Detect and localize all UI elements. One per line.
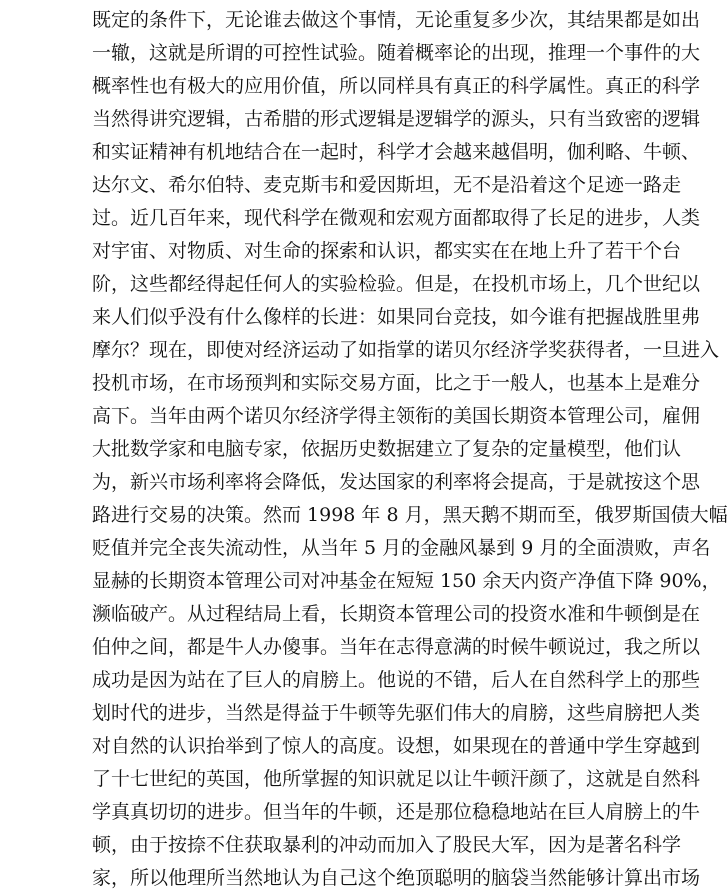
- text-line: 对自然的认识抬举到了惊人的高度。设想，如果现在的普通中学生穿越到: [92, 735, 701, 757]
- text-line: 成功是因为站在了巨人的肩膀上。他说的不错，后人在自然科学上的那些: [92, 669, 701, 691]
- text-line: 过。近几百年来，现代科学在微观和宏观方面都取得了长足的进步，人类: [92, 207, 701, 229]
- text-line: 既定的条件下，无论谁去做这个事情，无论重复多少次，其结果都是如出: [92, 9, 701, 31]
- text-line: 了十七世纪的英国，他所掌握的知识就足以让牛顿汗颜了，这就是自然科: [92, 768, 701, 790]
- text-line: 顿，由于按捺不住获取暴利的冲动而加入了股民大军，因为是著名科学: [92, 834, 682, 856]
- text-line: 来人们似乎没有什么像样的长进：如果同台竞技，如今谁有把握战胜里弗: [92, 306, 701, 328]
- text-line: 阶，这些都经得起任何人的实验检验。但是，在投机市场上，几个世纪以: [92, 273, 701, 295]
- text-line: 一辙，这就是所谓的可控性试验。随着概率论的出现，推理一个事件的大: [92, 42, 701, 64]
- text-line: 为，新兴市场利率将会降低，发达国家的利率将会提高，于是就按这个思: [92, 471, 701, 493]
- text-line: 路进行交易的决策。然而 1998 年 8 月，黑天鹅不期而至，俄罗斯国债大幅: [92, 504, 728, 526]
- text-line: 高下。当年由两个诺贝尔经济学得主领衔的美国长期资本管理公司，雇佣: [92, 405, 701, 427]
- text-line: 濒临破产。从过程结局上看，长期资本管理公司的投资水准和牛顿倒是在: [92, 603, 701, 625]
- text-line: 伯仲之间，都是牛人办傻事。当年在志得意满的时候牛顿说过，我之所以: [92, 636, 701, 658]
- text-line: 划时代的进步，当然是得益于牛顿等先驱们伟大的肩膀，这些肩膀把人类: [92, 702, 701, 724]
- body-paragraph: [92, 4, 728, 895]
- text-line: 学真真切切的进步。但当年的牛顿，还是那位稳稳地站在巨人肩膀上的牛: [92, 801, 701, 823]
- text-line: 贬值并完全丧失流动性，从当年 5 月的金融风暴到 9 月的全面溃败，声名: [92, 537, 711, 559]
- text-line: 家，所以他理所当然地认为自己这个绝顶聪明的脑袋当然能够计算出市场: [92, 867, 701, 889]
- text-line: 和实证精神有机地结合在一起时，科学才会越来越倡明，伽利略、牛顿、: [92, 141, 701, 163]
- text-line: 显赫的长期资本管理公司对冲基金在短短 150 余天内资产净值下降 90%，: [92, 570, 721, 592]
- text-line: 达尔文、希尔伯特、麦克斯韦和爱因斯坦，无不是沿着这个足迹一路走: [92, 174, 682, 196]
- text-line: 对宇宙、对物质、对生命的探索和认识，都实实在在地上升了若干个台: [92, 240, 682, 262]
- text-line: 当然得讲究逻辑，古希腊的形式逻辑是逻辑学的源头，只有当致密的逻辑: [92, 108, 701, 130]
- text-line: 投机市场，在市场预判和实际交易方面，比之于一般人，也基本上是难分: [92, 372, 701, 394]
- text-line: 概率性也有极大的应用价值，所以同样具有真正的科学属性。真正的科学: [92, 75, 701, 97]
- text-line: 摩尔？现在，即使对经济运动了如指掌的诺贝尔经济学奖获得者，一旦进入: [92, 339, 720, 361]
- text-line: 大批数学家和电脑专家，依据历史数据建立了复杂的定量模型，他们认: [92, 438, 682, 460]
